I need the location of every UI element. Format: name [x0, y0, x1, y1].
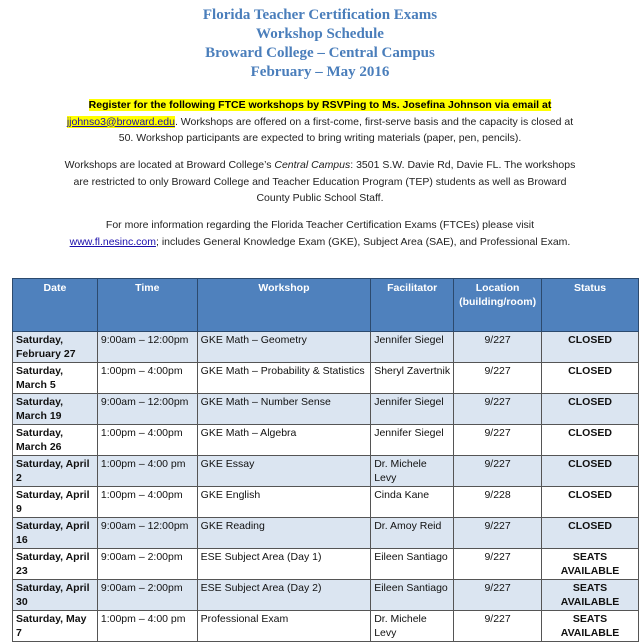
cell-time: 1:00pm – 4:00pm [97, 487, 197, 518]
cell-location: 9/227 [454, 549, 542, 580]
cell-status: SEATS AVAILABLE [542, 580, 639, 611]
table-row [13, 363, 639, 394]
cell-status: CLOSED [542, 363, 639, 394]
location-paragraph [60, 157, 580, 207]
cell-facilitator: Dr. Michele Levy [371, 456, 454, 487]
cell-workshop: ESE Subject Area (Day 2) [197, 580, 371, 611]
table-row [13, 549, 639, 580]
header-status: Status [542, 279, 639, 332]
cell-facilitator: Jennifer Siegel [371, 394, 454, 425]
table-row [13, 394, 639, 425]
cell-status: CLOSED [542, 332, 639, 363]
cell-time: 1:00pm – 4:00pm [97, 363, 197, 394]
registration-highlight: Register for the following FTCE workshops by RSVPing to Ms. Josefina Johnson via email at [88, 99, 552, 111]
table-row [13, 456, 639, 487]
location-text: : 3501 S.W. Davie Rd, Davie FL. The workshops are restricted to only Broward College and Teacher Education Program (TEP) students as well as Broward County Public School Staff. [73, 159, 576, 204]
cell-location: 9/227 [454, 363, 542, 394]
cell-facilitator: Jennifer Siegel [371, 425, 454, 456]
cell-workshop: GKE English [197, 487, 371, 518]
registration-text: . Workshops are offered on a first-come, first-serve basis and the capacity is closed at 50. Workshop participants are expected to bring writing materials (paper, pen, pencils). [118, 115, 574, 144]
header-facilitator: Facilitator [371, 279, 454, 332]
cell-time: 9:00am – 12:00pm [97, 394, 197, 425]
cell-time: 9:00am – 2:00pm [97, 549, 197, 580]
email-link[interactable]: jjohnso3@broward.edu [66, 115, 175, 128]
info-text: For more information regarding the Florida Teacher Certification Exams (FTCEs) please visit [105, 219, 535, 231]
cell-date: Saturday, March 5 [13, 363, 98, 394]
registration-paragraph [60, 97, 580, 147]
table-row [13, 518, 639, 549]
location-text: Workshops are located at Broward College’s [64, 159, 275, 171]
website-link[interactable]: www.fl.nesinc.com [69, 235, 156, 248]
cell-workshop: GKE Math – Geometry [197, 332, 371, 363]
cell-location: 9/228 [454, 487, 542, 518]
document-title [0, 6, 640, 82]
cell-date: Saturday, February 27 [13, 332, 98, 363]
cell-location: 9/227 [454, 456, 542, 487]
header-time: Time [97, 279, 197, 332]
cell-workshop: Professional Exam [197, 611, 371, 642]
cell-facilitator: Jennifer Siegel [371, 332, 454, 363]
cell-workshop: GKE Math – Number Sense [197, 394, 371, 425]
cell-location: 9/227 [454, 518, 542, 549]
cell-status: CLOSED [542, 394, 639, 425]
cell-time: 9:00am – 12:00pm [97, 332, 197, 363]
cell-date: Saturday, April 9 [13, 487, 98, 518]
cell-location: 9/227 [454, 394, 542, 425]
title-line: Florida Teacher Certification Exams [202, 7, 438, 23]
cell-date: Saturday, March 26 [13, 425, 98, 456]
cell-date: Saturday, April 30 [13, 580, 98, 611]
cell-location: 9/227 [454, 611, 542, 642]
header-workshop: Workshop [197, 279, 371, 332]
cell-time: 1:00pm – 4:00pm [97, 425, 197, 456]
cell-date: Saturday, April 23 [13, 549, 98, 580]
header-location: Location (building/room) [454, 279, 542, 332]
cell-facilitator: Eileen Santiago [371, 549, 454, 580]
title-line: Broward College – Central Campus [205, 45, 435, 61]
info-text: ; includes General Knowledge Exam (GKE), Subject Area (SAE), and Professional Exam. [155, 235, 571, 248]
table-row [13, 425, 639, 456]
cell-status: CLOSED [542, 518, 639, 549]
cell-facilitator: Eileen Santiago [371, 580, 454, 611]
cell-workshop: GKE Math – Algebra [197, 425, 371, 456]
cell-time: 1:00pm – 4:00 pm [97, 456, 197, 487]
table-header-row [13, 279, 639, 332]
info-paragraph [60, 217, 580, 250]
cell-status: CLOSED [542, 487, 639, 518]
cell-facilitator: Dr. Amoy Reid [371, 518, 454, 549]
cell-time: 9:00am – 2:00pm [97, 580, 197, 611]
cell-time: 1:00pm – 4:00 pm [97, 611, 197, 642]
title-line: Workshop Schedule [256, 26, 384, 42]
cell-date: Saturday, April 16 [13, 518, 98, 549]
cell-workshop: GKE Math – Probability & Statistics [197, 363, 371, 394]
cell-facilitator: Sheryl Zavertnik [371, 363, 454, 394]
cell-location: 9/227 [454, 332, 542, 363]
cell-date: Saturday, May 7 [13, 611, 98, 642]
cell-status: CLOSED [542, 425, 639, 456]
table-row [13, 332, 639, 363]
cell-location: 9/227 [454, 425, 542, 456]
table-row [13, 487, 639, 518]
table-row [13, 580, 639, 611]
cell-workshop: ESE Subject Area (Day 1) [197, 549, 371, 580]
campus-name: Central Campus [274, 159, 351, 171]
cell-date: Saturday, April 2 [13, 456, 98, 487]
cell-time: 9:00am – 12:00pm [97, 518, 197, 549]
cell-workshop: GKE Essay [197, 456, 371, 487]
cell-location: 9/227 [454, 580, 542, 611]
cell-facilitator: Cinda Kane [371, 487, 454, 518]
workshop-table [12, 278, 639, 642]
cell-date: Saturday, March 19 [13, 394, 98, 425]
cell-status: SEATS AVAILABLE [542, 549, 639, 580]
table-row [13, 611, 639, 642]
cell-facilitator: Dr. Michele Levy [371, 611, 454, 642]
title-line: February – May 2016 [250, 64, 390, 80]
cell-workshop: GKE Reading [197, 518, 371, 549]
cell-status: SEATS AVAILABLE [542, 611, 639, 642]
cell-status: CLOSED [542, 456, 639, 487]
header-date: Date [13, 279, 98, 332]
